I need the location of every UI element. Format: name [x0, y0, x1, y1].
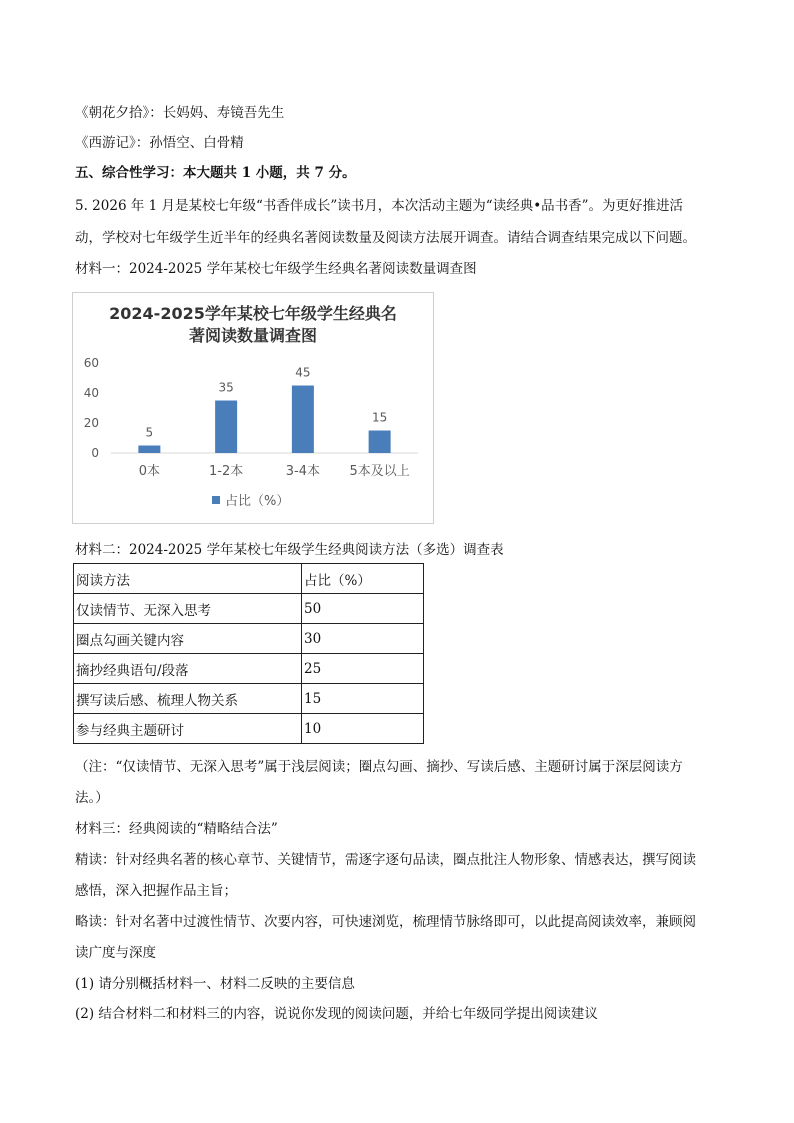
- table-row: [74, 624, 424, 654]
- percent-cell: 占比（%）: [302, 564, 424, 594]
- table-row: [74, 714, 424, 744]
- bar: [369, 431, 391, 454]
- table-note: 法。）: [75, 790, 109, 806]
- method-cell: 参与经典主题研讨: [74, 714, 302, 744]
- method-cell: 阅读方法: [74, 564, 302, 594]
- category-label: 0本: [138, 464, 161, 479]
- intensive-reading-text: 精读：针对经典名著的核心章节、关键情节，需逐字逐句品读，圈点批注人物形象、情感表达，撰写阅读: [75, 852, 696, 868]
- section-heading: 五、综合性学习：本大题共 1 小题，共 7 分。: [75, 165, 356, 181]
- legend-swatch: [212, 496, 220, 504]
- material-two-caption: 材料二：2024-2025 学年某校七年级学生经典阅读方法（多选）调查表: [75, 542, 504, 558]
- bar-chart: [72, 292, 434, 524]
- percent-cell: 30: [302, 624, 424, 654]
- table-row: [74, 684, 424, 714]
- bar: [292, 386, 314, 454]
- percent-cell: 50: [302, 594, 424, 624]
- data-label: 15: [371, 410, 388, 425]
- text-line: 《西游记》：孙悟空、白骨精: [75, 135, 244, 151]
- data-label: 45: [295, 365, 311, 380]
- chart-title: 2024-2025学年某校七年级学生经典名 著阅读数量调查图: [109, 304, 397, 345]
- y-tick-label: 20: [83, 416, 99, 430]
- sub-question-2: (2) 结合材料二和材料三的内容，说说你发现的阅读问题，并给七年级同学提出阅读建议: [75, 1006, 598, 1022]
- legend-label: 占比（%）: [225, 494, 290, 509]
- y-tick-label: 40: [83, 386, 99, 400]
- reading-method-table: [73, 563, 424, 744]
- sub-question-1: (1) 请分别概括材料一、材料二反映的主要信息: [75, 976, 355, 992]
- method-cell: 仅读情节、无深入思考: [74, 594, 302, 624]
- category-label: 5本及以上: [349, 464, 410, 479]
- category-label: 3-4本: [285, 464, 320, 479]
- percent-cell: 15: [302, 684, 424, 714]
- y-tick-label: 60: [83, 356, 99, 370]
- method-cell: 圈点勾画关键内容: [74, 624, 302, 654]
- table-row: [74, 654, 424, 684]
- y-tick-label: 0: [91, 446, 99, 460]
- skim-reading-text: 读广度与深度: [75, 945, 156, 961]
- intensive-reading-text: 感悟，深入把握作品主旨；: [75, 883, 237, 899]
- bar: [215, 401, 237, 454]
- percent-cell: 10: [302, 714, 424, 744]
- question-stem: 5. 2026 年 1 月是某校七年级“书香伴成长”读书月，本次活动主题为“读经典•品书香”。为更好推进活: [75, 198, 684, 214]
- table-header-row: [74, 564, 424, 594]
- percent-cell: 25: [302, 654, 424, 684]
- question-stem: 动，学校对七年级学生近半年的经典名著阅读数量及阅读方法展开调查。请结合调查结果完成以下问题。: [75, 230, 696, 246]
- table-row: [74, 594, 424, 624]
- bar: [138, 446, 160, 454]
- method-cell: 撰写读后感、梳理人物关系: [74, 684, 302, 714]
- data-label: 35: [218, 380, 234, 395]
- text-line: 《朝花夕拾》：长妈妈、寿镜吾先生: [75, 105, 285, 121]
- chart-plot: [73, 293, 433, 523]
- category-label: 1-2本: [209, 464, 244, 479]
- material-three-caption: 材料三：经典阅读的“精略结合法”: [75, 821, 278, 837]
- data-label: 5: [145, 425, 154, 440]
- method-cell: 摘抄经典语句/段落: [74, 654, 302, 684]
- table-note: （注：“仅读情节、无深入思考”属于浅层阅读；圈点勾画、摘抄、写读后感、主题研讨属于深层阅读方: [75, 759, 683, 775]
- skim-reading-text: 略读：针对名著中过渡性情节、次要内容，可快速浏览，梳理情节脉络即可，以此提高阅读效率，兼顾阅: [75, 914, 696, 930]
- material-one-caption: 材料一：2024-2025 学年某校七年级学生经典名著阅读数量调查图: [75, 261, 477, 277]
